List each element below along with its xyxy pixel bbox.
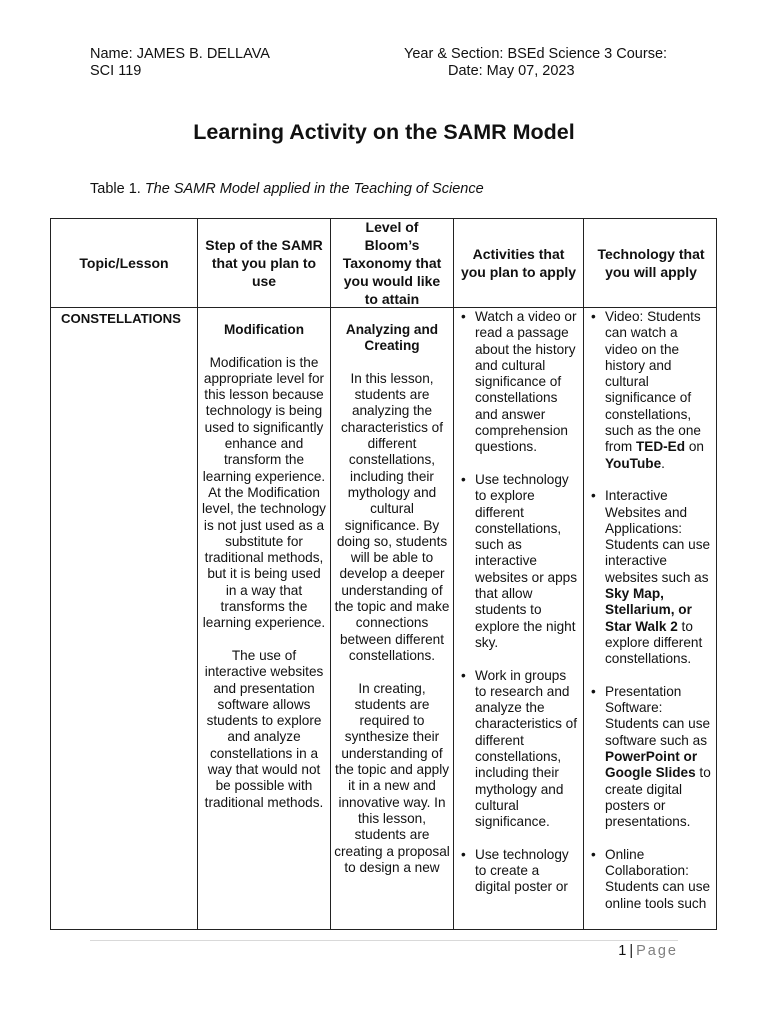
activity-item: • Work in groups to research and analyze the characteristics of different constellations, including their mythology and cultural significance.: [461, 667, 577, 830]
header-samr-step: Step of the SAMR that you plan to use: [205, 237, 323, 289]
topic-cell: CONSTELLATIONS: [61, 311, 181, 326]
activity-item: • Use technology to explore different constellations, such as interactive websites or apps that allow students to explore the night sky.: [461, 471, 578, 650]
page-number: 1: [618, 943, 627, 959]
date: Date: May 07, 2023: [448, 63, 575, 79]
header-blooms-level: Level of Bloom’s Taxonomy that you would like to attain: [342, 219, 442, 307]
technology-highlight: Sky Map, Stellarium, or Star Walk 2: [605, 586, 692, 634]
technology-text: to explore different constellations.: [605, 618, 703, 667]
activity-text: Use technology to explore different constellations, such as interactive websites or apps that allow students to explore the night sky.: [475, 471, 578, 650]
page-title: Learning Activity on the SAMR Model: [193, 120, 575, 144]
technology-item: • Presentation Software: Students can use software such as PowerPoint or Google Slides to create digital posters or presentations.: [591, 683, 711, 830]
page-footer: [618, 943, 678, 959]
year-section: Year & Section: BSEd Science 3 Course:: [404, 46, 668, 62]
caption-label: Table 1.: [90, 181, 141, 197]
blooms-level-name: Analyzing and Creating: [345, 322, 439, 354]
technology-text: Online Collaboration: Students can use online tools such: [605, 846, 711, 911]
technology-highlight: TED-Ed: [635, 439, 686, 455]
samr-table: [50, 218, 717, 930]
technology-text: Presentation Software: Students can use software such as: [605, 683, 711, 748]
table-caption: [90, 181, 484, 197]
technology-cell: [584, 308, 718, 929]
header-activities: Activities that you plan to apply: [460, 246, 577, 280]
technology-item: • Video: Students can watch a video on the history and cultural significance of constellations, such as the one from TED-Ed on YouTube.: [591, 309, 704, 471]
activity-text: Watch a video or read a passage about the history and cultural significance of constellations and answer comprehension questions.: [475, 309, 577, 455]
course-code: SCI 119: [90, 63, 142, 79]
samr-step-paragraph: Modification is the appropriate level for this lesson because technology is being used to significantly enhance and transform the learning experience. At the Modification level, the technology is not just used as a substitute for traditional methods, but it is being used in a way that transforms the learning experience.: [202, 354, 326, 631]
technology-text: to create digital posters or presentations.: [605, 765, 711, 830]
header-technology: Technology that you will apply: [597, 246, 705, 280]
blooms-paragraph: In creating, students are required to synthesize their understanding of the topic and apply it in a new and innovative way. In this lesson, students are creating a proposal to design a new: [334, 680, 450, 875]
footer-divider: [90, 940, 678, 941]
samr-step-cell: [198, 308, 330, 929]
activity-item: • Use technology to create a digital poster or: [461, 846, 569, 895]
blooms-paragraph: In this lesson, students are analyzing the characteristics of different constellations, including their mythology and cultural significance. By doing so, students will be able to develop a deeper understanding of the topic and make connections between different constellations.: [334, 370, 450, 663]
student-name: Name: JAMES B. DELLAVA: [90, 46, 270, 62]
activity-text: Work in groups to research and analyze the characteristics of different constellations, including their mythology and cultural significance.: [475, 667, 577, 830]
technology-highlight: PowerPoint or Google Slides: [605, 749, 698, 781]
caption-text: The SAMR Model applied in the Teaching of Science: [144, 181, 484, 197]
activities-cell: [454, 308, 583, 929]
technology-highlight: YouTube: [605, 455, 662, 471]
technology-item: • Interactive Websites and Applications: Students can use interactive websites such as Sky Map, Stellarium, or Star Walk 2 to explore different constellations.: [591, 488, 711, 667]
technology-text: on: [685, 439, 704, 455]
samr-step-paragraph: The use of interactive websites and presentation software allows students to explore and analyze constellations in a way that would not be possible with traditional methods.: [204, 647, 324, 810]
technology-item: • Online Collaboration: Students can use online tools such: [591, 846, 711, 911]
page-word: Page: [636, 943, 678, 959]
blooms-cell: [331, 308, 453, 929]
activity-text: Use technology to create a digital poster or: [475, 846, 569, 895]
activity-item: • Watch a video or read a passage about the history and cultural significance of constellations and answer comprehension questions.: [461, 309, 577, 455]
samr-step-name: Modification: [223, 322, 305, 337]
technology-text: Video: Students can watch a video on the history and cultural significance of constellations, such as the one from: [605, 309, 701, 455]
technology-text: Interactive Websites and Applications: Students can use interactive websites such as: [605, 488, 711, 585]
header-topic: Topic/Lesson: [79, 255, 169, 271]
technology-text: .: [661, 455, 665, 471]
footer-separator: |: [629, 943, 634, 959]
